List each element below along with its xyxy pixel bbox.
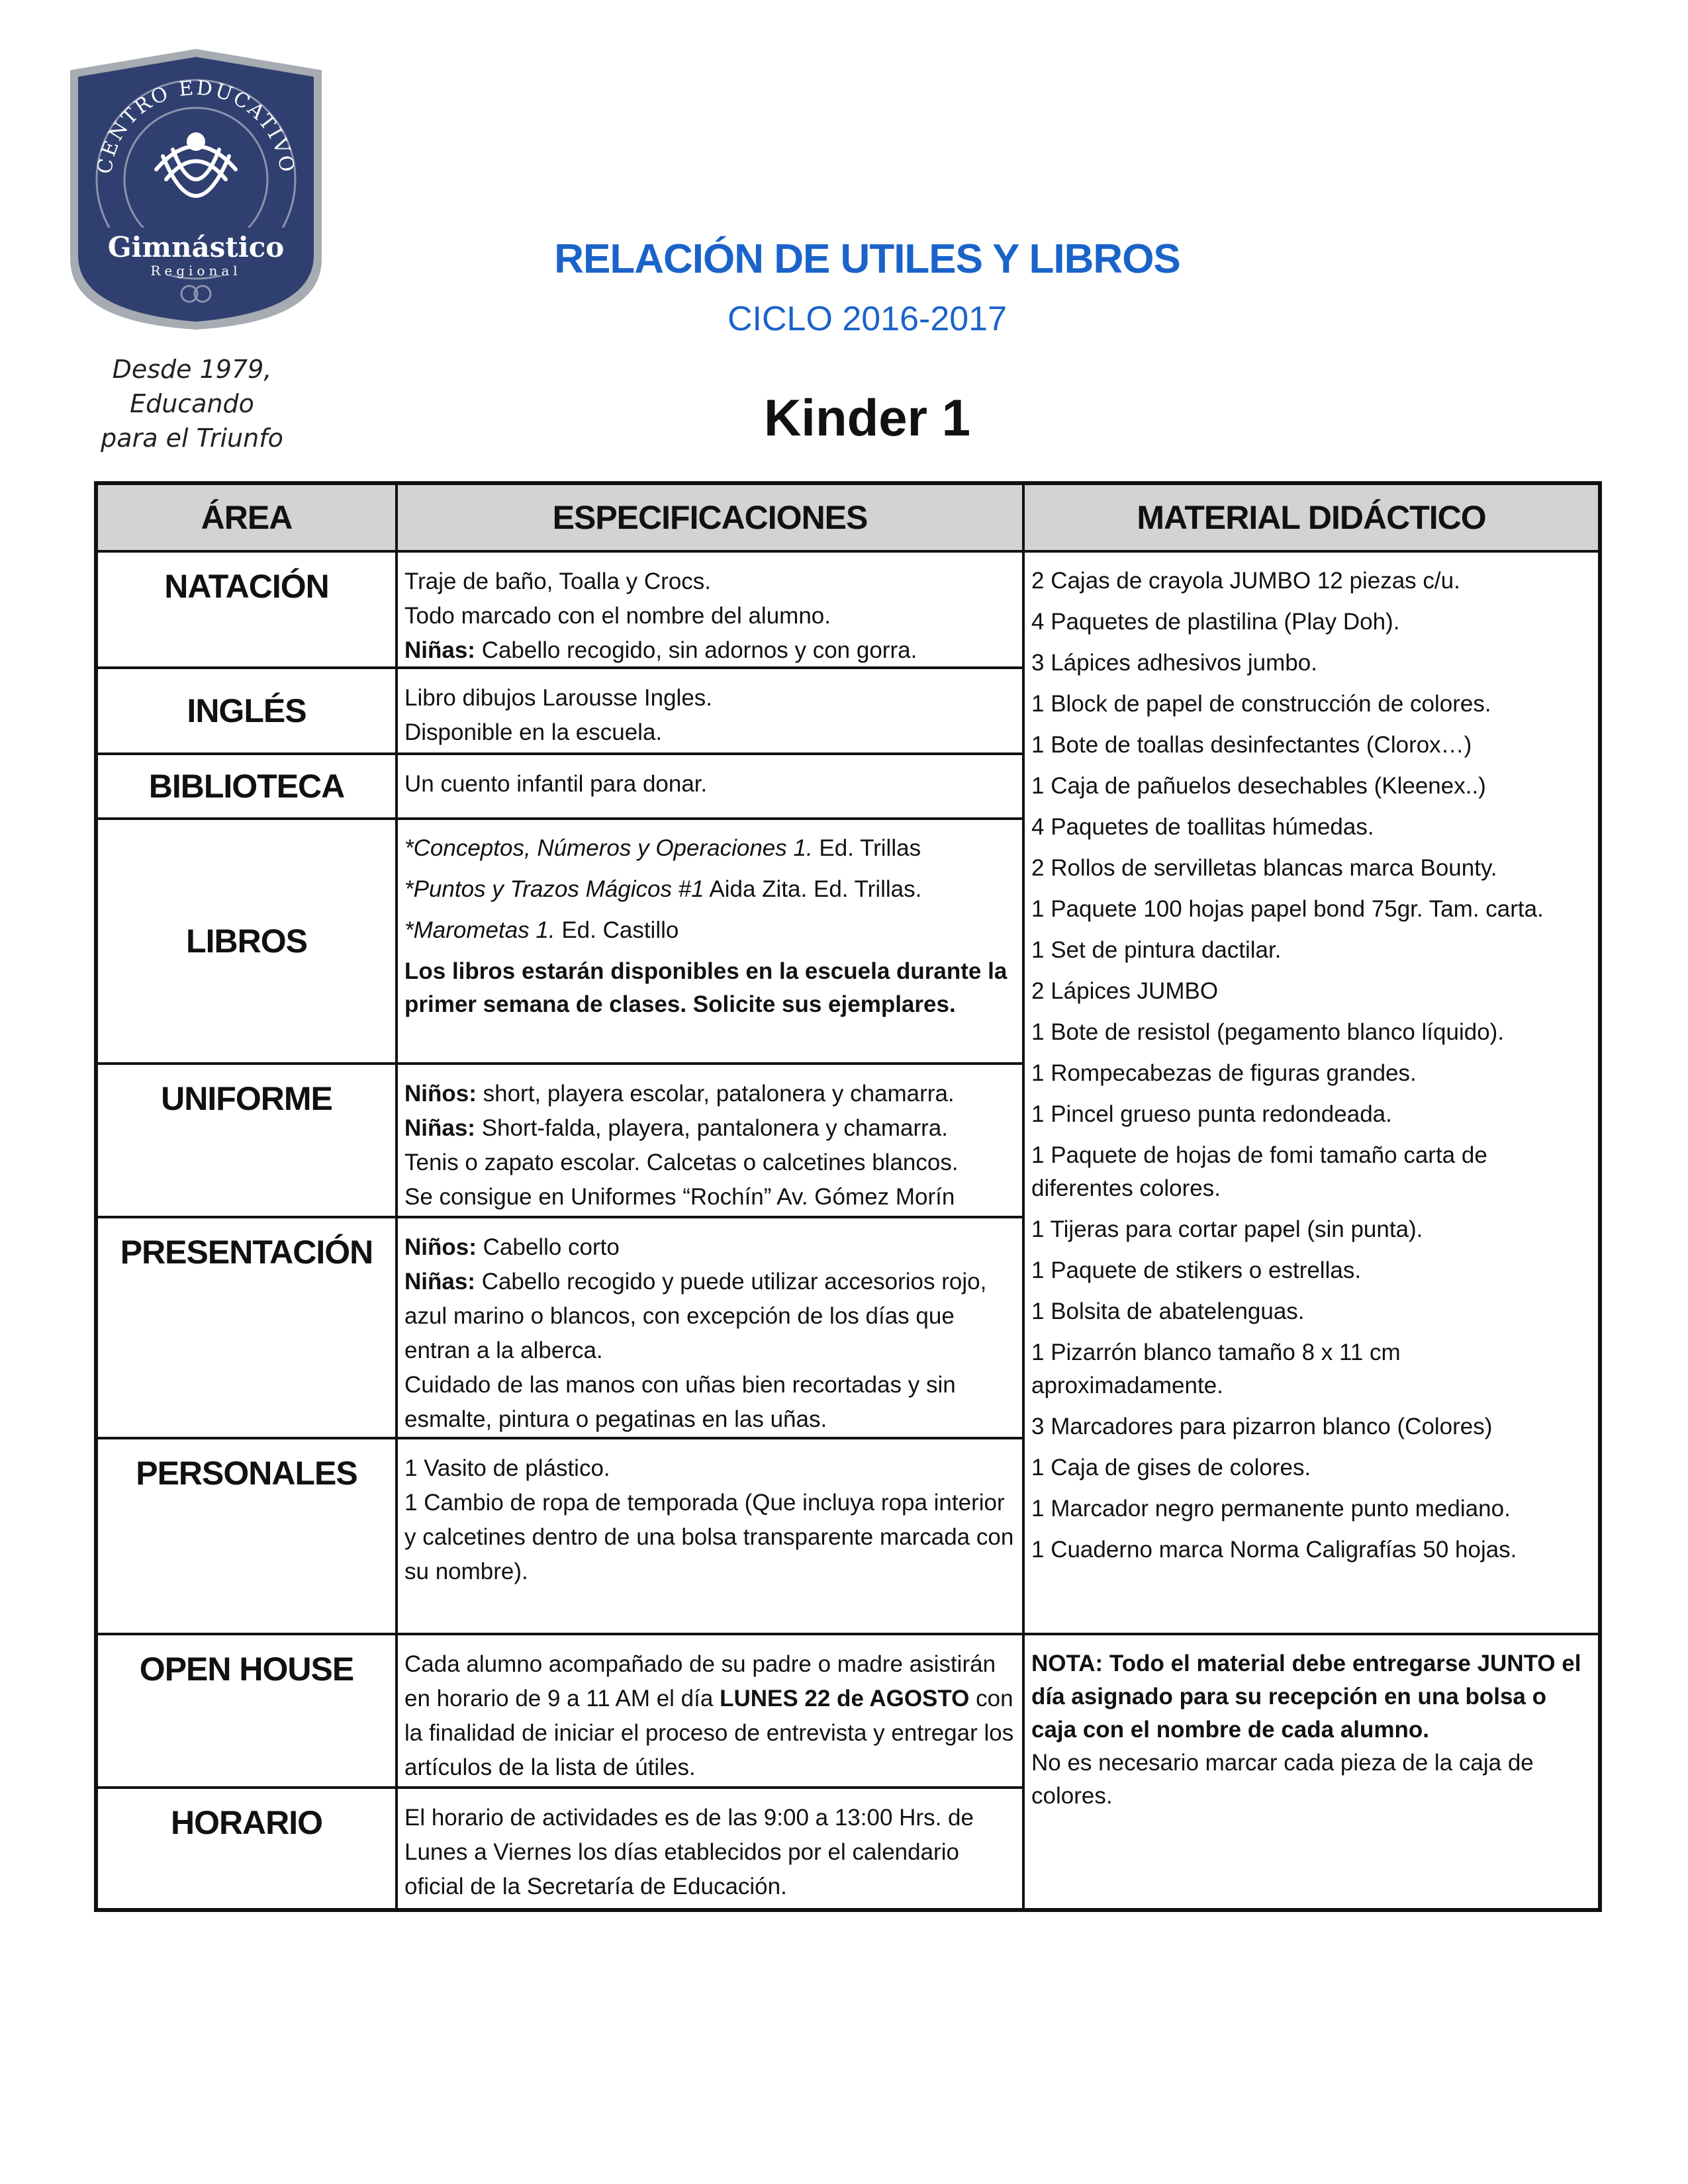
material-item: 4 Paquetes de toallitas húmedas. (1031, 814, 1374, 840)
motto-line-1: Desde 1979, Educando (112, 355, 272, 418)
material-item: 1 Marcador negro permanente punto mediano. (1031, 1496, 1511, 1522)
header-specifications: ESPECIFICACIONES (398, 485, 1025, 553)
material-item: 1 Bolsita de abatelenguas. (1031, 1298, 1305, 1324)
spec-personales (398, 1439, 1025, 1635)
area-presentacion: PRESENTACIÓN (98, 1218, 398, 1439)
logo-name: Gimnástico (107, 231, 285, 263)
spec-horario (398, 1789, 1025, 1908)
spec-label: Niñas: (404, 637, 475, 663)
spec-line: 1 Cambio de ropa de temporada (Que incluya ropa interior y calcetines dentro de una bolsa transparente marcada con su nombre). (404, 1490, 1014, 1584)
material-item: 3 Marcadores para pizarron blanco (Colores) (1031, 1414, 1493, 1439)
spec-text: con la finalidad de iniciar el proceso de entrevista y entregar los artículos de la lista de útiles. (404, 1686, 1014, 1780)
material-item: 1 Pizarrón blanco tamaño 8 x 11 cm aproximadamente. (1031, 1340, 1401, 1398)
material-item: 1 Set de pintura dactilar. (1031, 937, 1282, 963)
spec-line: Tenis o zapato escolar. Calcetas o calcetines blancos. (404, 1150, 959, 1175)
material-item: 1 Bote de resistol (pegamento blanco líquido). (1031, 1019, 1505, 1045)
book-publisher: Aida Zita. Ed. Trillas. (704, 876, 922, 902)
spec-line: Disponible en la escuela. (404, 719, 663, 745)
spec-label: Niñas: (404, 1115, 475, 1141)
spec-label: Niños: (404, 1234, 477, 1260)
material-item: 1 Tijeras para cortar papel (sin punta). (1031, 1216, 1423, 1242)
material-item: 1 Block de papel de construcción de colores. (1031, 691, 1491, 717)
spec-line (404, 1111, 1014, 1146)
material-list (1025, 553, 1598, 1635)
supplies-table (94, 481, 1602, 1912)
area-ingles: INGLÉS (98, 669, 398, 755)
note-bold-text: NOTA: Todo el material debe entregarse JUNTO el día asignado para su recepción en una bolsa o caja con el nombre de cada alumno. (1031, 1651, 1581, 1743)
book-line (404, 914, 1014, 947)
material-item: 2 Cajas de crayola JUMBO 12 piezas c/u. (1031, 568, 1460, 594)
spec-line (404, 1077, 1014, 1111)
spec-ingles (398, 669, 1025, 755)
motto-line-2: para el Triunfo (101, 424, 283, 453)
spec-libros (398, 820, 1025, 1065)
spec-biblioteca (398, 755, 1025, 820)
spec-text: Cabello corto (476, 1234, 620, 1260)
grade-level: Kinder 1 (763, 388, 971, 447)
material-item: 1 Caja de gises de colores. (1031, 1455, 1311, 1480)
books-note (404, 955, 1014, 1021)
material-item: 1 Caja de pañuelos desechables (Kleenex..) (1031, 773, 1486, 799)
document-title: RELACIÓN DE UTILES Y LIBROS (554, 236, 1180, 282)
spec-paragraph (404, 1647, 1014, 1785)
document-subtitle: CICLO 2016-2017 (727, 300, 1008, 338)
spec-text: Cabello recogido, sin adornos y con gorra. (475, 637, 917, 663)
school-logo (64, 44, 328, 335)
book-title: *Conceptos, Números y Operaciones 1. (404, 835, 813, 861)
book-title: *Puntos y Trazos Mágicos #1 (404, 876, 704, 902)
spec-line: Un cuento infantil para donar. (404, 771, 708, 797)
spec-text: short, playera escolar, patalonera y chamarra. (476, 1081, 955, 1107)
area-libros: LIBROS (98, 820, 398, 1065)
material-item: 1 Paquete de hojas de fomi tamaño carta de diferentes colores. (1031, 1142, 1487, 1201)
note-bold (1031, 1647, 1590, 1747)
material-note (1025, 1635, 1598, 1908)
spec-text: Cabello recogido y puede utilizar accesorios rojo, azul marino o blancos, con excepción de los días que entran a la alberca. (404, 1269, 987, 1363)
spec-line: Traje de baño, Toalla y Crocs. (404, 569, 712, 594)
spec-label: Niñas: (404, 1269, 475, 1295)
area-uniforme: UNIFORME (98, 1065, 398, 1218)
material-item: 1 Paquete de stikers o estrellas. (1031, 1257, 1362, 1283)
books-note-text: Los libros estarán disponibles en la escuela durante la primer semana de clases. Solicite sus ejemplares. (404, 958, 1008, 1017)
book-line (404, 873, 1014, 906)
material-item: 2 Rollos de servilletas blancas marca Bounty. (1031, 855, 1497, 881)
book-title: *Marometas 1. (404, 917, 555, 943)
spec-uniforme (398, 1065, 1025, 1218)
logo-subtitle: Regional (150, 263, 242, 279)
material-item: 4 Paquetes de plastilina (Play Doh). (1031, 609, 1400, 635)
spec-paragraph: El horario de actividades es de las 9:00 a 13:00 Hrs. de Lunes a Viernes los días etablecidos por el calendario oficial de la Secretaría de Educación. (404, 1805, 974, 1899)
spec-open-house (398, 1635, 1025, 1789)
spec-natacion (398, 553, 1025, 669)
area-natacion: NATACIÓN (98, 553, 398, 669)
header-area: ÁREA (98, 485, 398, 553)
spec-line: Todo marcado con el nombre del alumno. (404, 603, 831, 629)
material-item: 2 Lápices JUMBO (1031, 978, 1219, 1004)
logo-ring-text: CENTRO EDUCATIVO (93, 76, 299, 176)
area-biblioteca: BIBLIOTECA (98, 755, 398, 820)
spec-text: Short-falda, playera, pantalonera y chamarra. (475, 1115, 948, 1141)
spec-date: LUNES 22 de AGOSTO (720, 1686, 970, 1711)
area-open-house: OPEN HOUSE (98, 1635, 398, 1789)
material-item: 3 Lápices adhesivos jumbo. (1031, 650, 1317, 676)
material-item: 1 Rompecabezas de figuras grandes. (1031, 1060, 1417, 1086)
material-item: 1 Cuaderno marca Norma Caligrafías 50 hojas. (1031, 1537, 1517, 1563)
material-item: 1 Bote de toallas desinfectantes (Clorox…) (1031, 732, 1472, 758)
spec-line: Se consigue en Uniformes “Rochín” Av. Gómez Morín (404, 1184, 955, 1210)
area-horario: HORARIO (98, 1789, 398, 1908)
spec-line (404, 1230, 1014, 1265)
spec-text: Cada alumno acompañado de su padre o madre asistirán en horario de 9 a 11 AM el día (404, 1651, 996, 1711)
spec-line: Cuidado de las manos con uñas bien recortadas y sin esmalte, pintura o pegatinas en las uñas. (404, 1372, 956, 1432)
book-publisher: Ed. Castillo (555, 917, 679, 943)
material-item: 1 Paquete 100 hojas papel bond 75gr. Tam. carta. (1031, 896, 1544, 922)
spec-line (404, 633, 1014, 668)
school-motto (46, 352, 338, 455)
spec-line: 1 Vasito de plástico. (404, 1455, 610, 1481)
note-text: No es necesario marcar cada pieza de la caja de colores. (1031, 1750, 1534, 1809)
book-line (404, 832, 1014, 865)
book-publisher: Ed. Trillas (812, 835, 921, 861)
spec-label: Niños: (404, 1081, 477, 1107)
spec-line: Libro dibujos Larousse Ingles. (404, 685, 713, 711)
material-item: 1 Pincel grueso punta redondeada. (1031, 1101, 1392, 1127)
area-personales: PERSONALES (98, 1439, 398, 1635)
spec-presentacion (398, 1218, 1025, 1439)
spec-line (404, 1265, 1014, 1368)
header-material: MATERIAL DIDÁCTICO (1025, 485, 1598, 553)
